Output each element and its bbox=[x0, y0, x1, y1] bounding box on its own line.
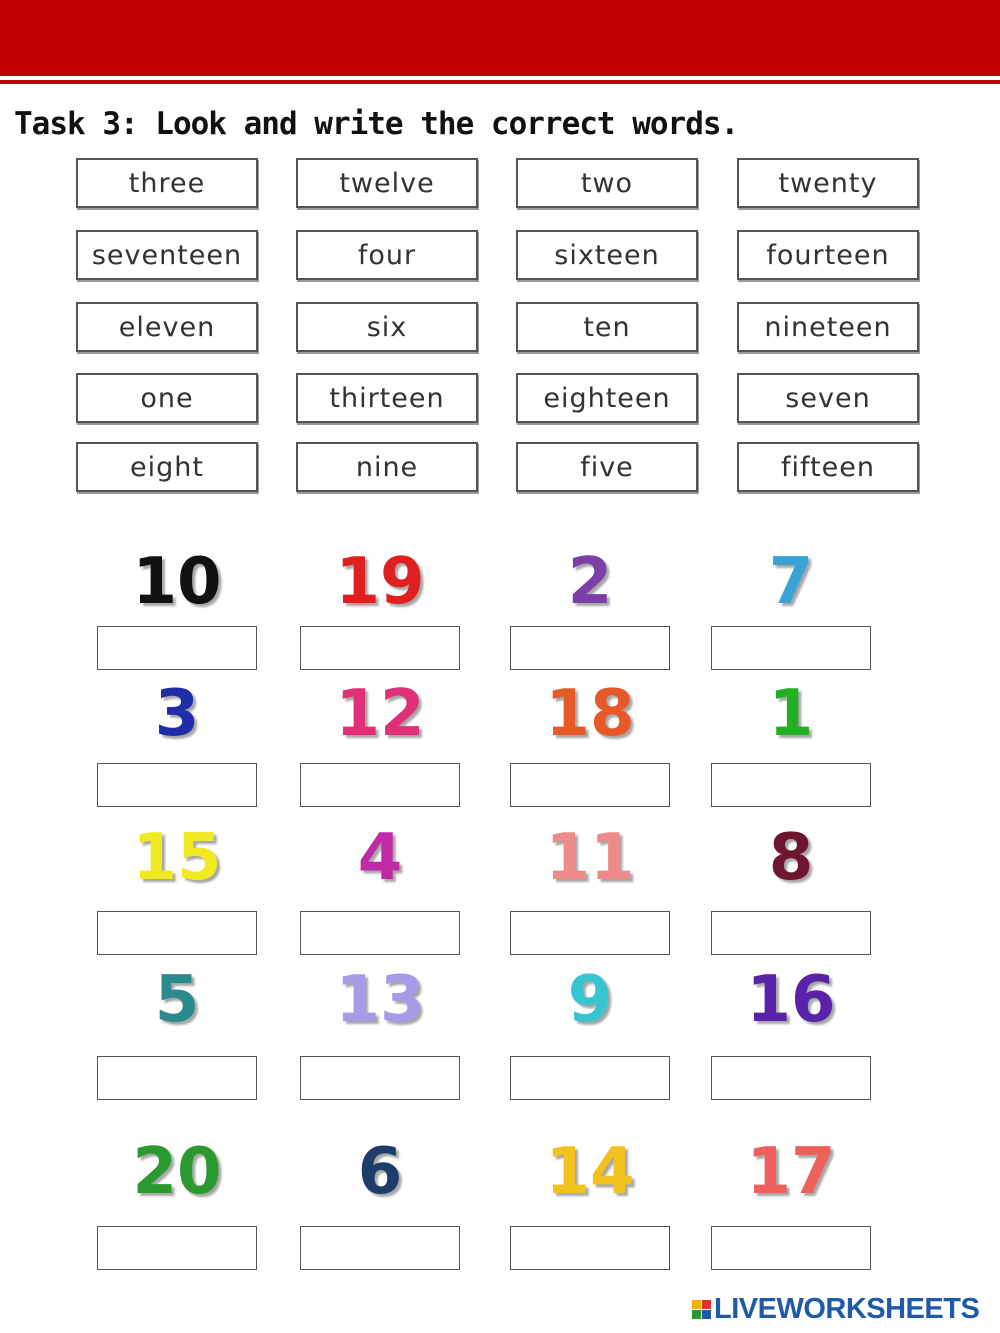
number-label: 11 bbox=[545, 821, 635, 895]
answer-input[interactable] bbox=[97, 1226, 257, 1270]
number-label: 6 bbox=[357, 1135, 403, 1209]
word-bank-box: four bbox=[296, 230, 478, 280]
answer-input[interactable] bbox=[711, 626, 871, 670]
number-label: 12 bbox=[335, 677, 425, 751]
answer-input[interactable] bbox=[711, 911, 871, 955]
word-bank-box: two bbox=[516, 158, 698, 208]
answer-input[interactable] bbox=[510, 1226, 670, 1270]
number-label: 15 bbox=[132, 821, 222, 895]
number-label: 9 bbox=[567, 963, 613, 1037]
word-bank-box: six bbox=[296, 302, 478, 352]
answer-input[interactable] bbox=[300, 911, 460, 955]
header-divider bbox=[0, 80, 1000, 84]
liveworksheets-brand[interactable] bbox=[692, 1293, 979, 1326]
word-bank-box: seventeen bbox=[76, 230, 258, 280]
word-bank-box: fourteen bbox=[737, 230, 919, 280]
number-label: 1 bbox=[768, 677, 814, 751]
answer-input[interactable] bbox=[711, 1226, 871, 1270]
word-bank-box: three bbox=[76, 158, 258, 208]
answer-input[interactable] bbox=[711, 1056, 871, 1100]
word-bank-box: fifteen bbox=[737, 442, 919, 492]
number-label: 16 bbox=[746, 963, 836, 1037]
word-bank-box: twenty bbox=[737, 158, 919, 208]
number-label: 14 bbox=[545, 1135, 635, 1209]
answer-input[interactable] bbox=[510, 626, 670, 670]
word-bank-box: eighteen bbox=[516, 373, 698, 423]
number-label: 4 bbox=[357, 821, 403, 895]
number-label: 5 bbox=[154, 963, 200, 1037]
number-label: 3 bbox=[154, 677, 200, 751]
word-bank-box: seven bbox=[737, 373, 919, 423]
number-label: 17 bbox=[746, 1135, 836, 1209]
number-label: 7 bbox=[768, 545, 814, 619]
liveworksheets-logo-icon bbox=[692, 1300, 711, 1319]
word-bank-box: one bbox=[76, 373, 258, 423]
number-label: 13 bbox=[335, 963, 425, 1037]
word-bank-box: sixteen bbox=[516, 230, 698, 280]
word-bank-box: eight bbox=[76, 442, 258, 492]
word-bank-box: nineteen bbox=[737, 302, 919, 352]
word-bank-box: nine bbox=[296, 442, 478, 492]
answer-input[interactable] bbox=[711, 763, 871, 807]
number-label: 18 bbox=[545, 677, 635, 751]
task-title: Task 3: Look and write the correct words. bbox=[14, 106, 739, 142]
brand-text: LIVEWORKSHEETS bbox=[714, 1293, 980, 1325]
answer-input[interactable] bbox=[97, 626, 257, 670]
number-label: 8 bbox=[768, 821, 814, 895]
number-label: 2 bbox=[567, 545, 613, 619]
number-label: 19 bbox=[335, 545, 425, 619]
answer-input[interactable] bbox=[97, 763, 257, 807]
word-bank-box: five bbox=[516, 442, 698, 492]
answer-input[interactable] bbox=[300, 1226, 460, 1270]
answer-input[interactable] bbox=[510, 911, 670, 955]
answer-input[interactable] bbox=[300, 1056, 460, 1100]
word-bank-box: thirteen bbox=[296, 373, 478, 423]
word-bank-box: eleven bbox=[76, 302, 258, 352]
number-label: 10 bbox=[132, 545, 222, 619]
answer-input[interactable] bbox=[510, 763, 670, 807]
answer-input[interactable] bbox=[300, 626, 460, 670]
number-label: 20 bbox=[132, 1135, 222, 1209]
word-bank-box: twelve bbox=[296, 158, 478, 208]
word-bank-box: ten bbox=[516, 302, 698, 352]
answer-input[interactable] bbox=[300, 763, 460, 807]
header-band bbox=[0, 0, 1000, 76]
answer-input[interactable] bbox=[97, 911, 257, 955]
answer-input[interactable] bbox=[97, 1056, 257, 1100]
answer-input[interactable] bbox=[510, 1056, 670, 1100]
